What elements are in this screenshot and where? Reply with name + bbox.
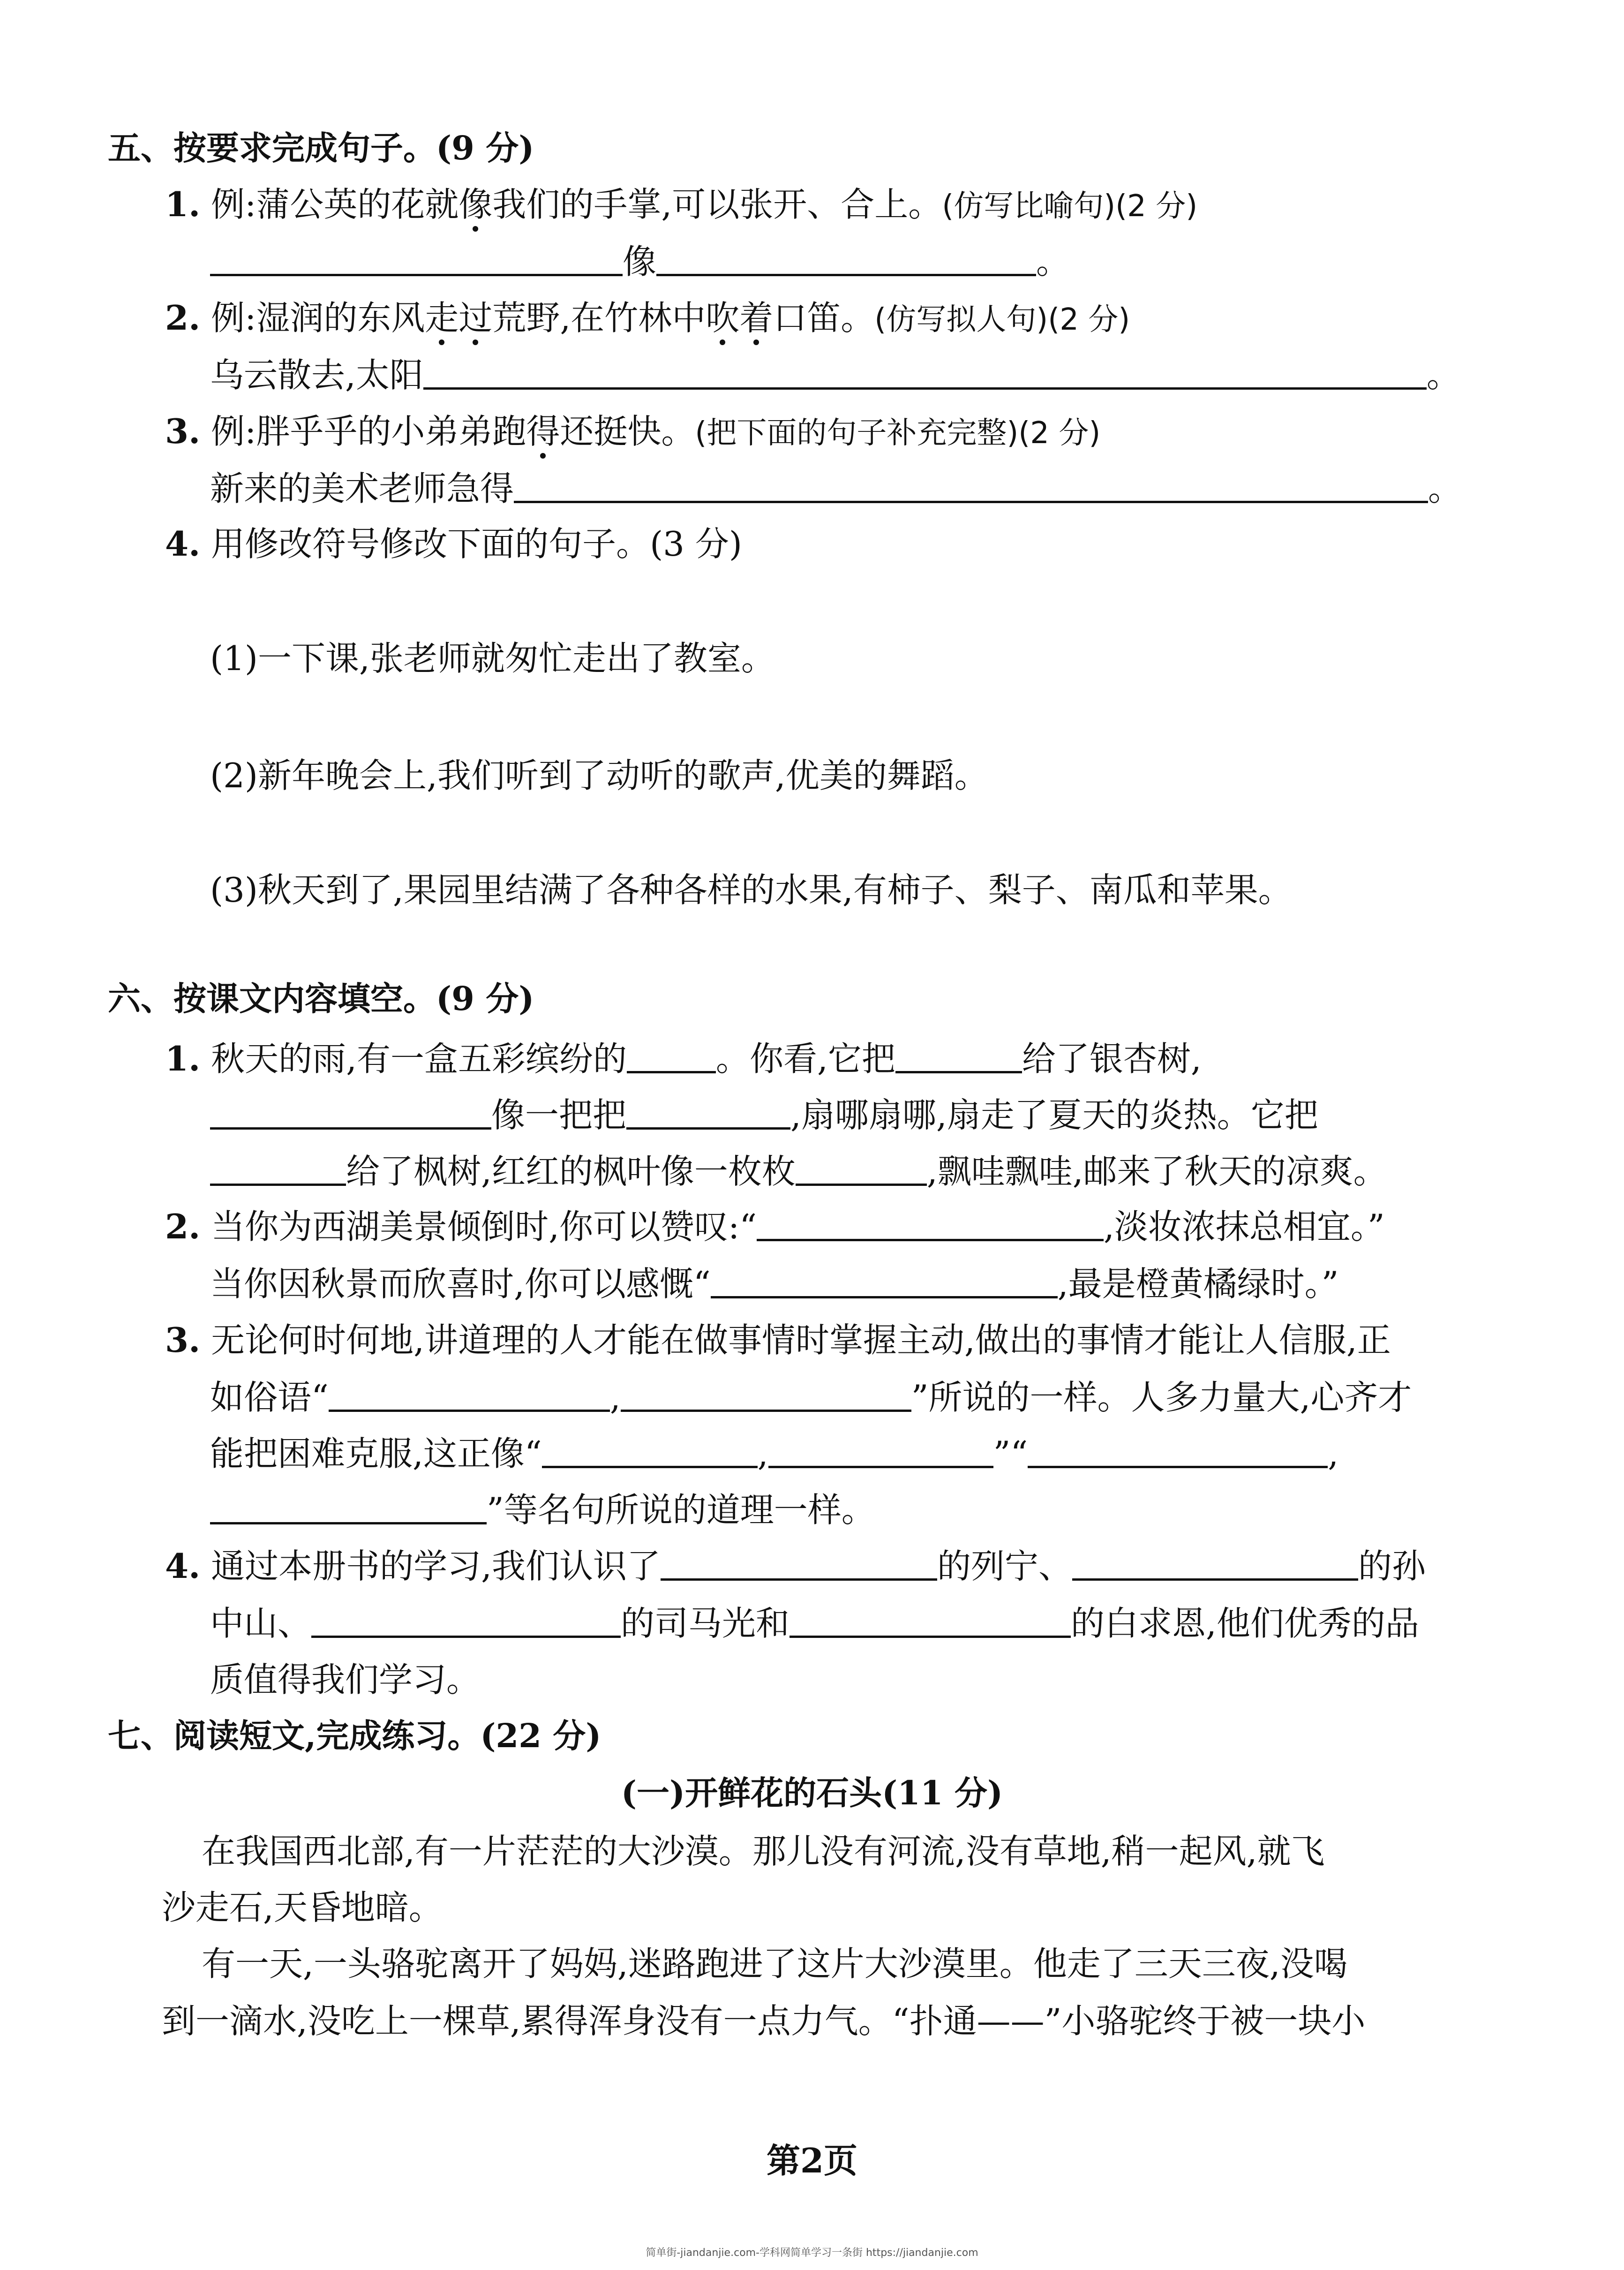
s6-question-1-line-3 bbox=[210, 1149, 1387, 1194]
s6-question-4-line-2 bbox=[210, 1601, 1419, 1646]
answer-blank[interactable] bbox=[757, 1205, 1104, 1241]
question-text: 当你为西湖美景倾倒时,你可以赞叹:“ bbox=[211, 1207, 757, 1246]
answer-blank[interactable] bbox=[210, 1094, 491, 1130]
question-text: 用修改符号修改下面的句子。(3 分) bbox=[211, 524, 742, 564]
question-text: ,最是橙黄橘绿时。” bbox=[1057, 1264, 1339, 1304]
answer-blank[interactable] bbox=[423, 354, 1427, 390]
question-number: 4. bbox=[165, 524, 201, 564]
question-text: 。你看,它把 bbox=[715, 1039, 895, 1078]
example-text-cont: 还挺快。 bbox=[560, 412, 695, 451]
s5-q3-answer-line bbox=[210, 466, 1462, 511]
example-text-end: 口笛。 bbox=[773, 298, 875, 338]
answer-lead: 新来的美术老师急得 bbox=[210, 469, 514, 508]
question-text: 的孙 bbox=[1358, 1546, 1426, 1586]
answer-blank[interactable] bbox=[542, 1432, 758, 1468]
question-text: 通过本册书的学习,我们认识了 bbox=[211, 1546, 661, 1586]
example-text: 例:湿润的东风 bbox=[211, 298, 425, 338]
question-text: ,飘哇飘哇,邮来了秋天的凉爽。 bbox=[926, 1152, 1387, 1191]
s5-q1-answer-line bbox=[210, 239, 1070, 284]
passage-title: (一)开鲜花的石头(11 分) bbox=[621, 1773, 1003, 1812]
passage-paragraph-1-line-2: 沙走石,天昏地暗。 bbox=[162, 1888, 443, 1927]
example-text: 例:蒲公英的花就 bbox=[211, 185, 459, 224]
s6-question-2-line-1 bbox=[165, 1204, 1385, 1249]
question-text: , bbox=[609, 1378, 621, 1417]
question-hint: (仿写比喻句)(2 分) bbox=[942, 189, 1198, 224]
answer-mid-word: 像 bbox=[623, 242, 657, 281]
answer-blank[interactable] bbox=[210, 240, 623, 276]
question-number: 2. bbox=[165, 1207, 201, 1246]
answer-blank[interactable] bbox=[329, 1376, 610, 1412]
section-6-title: 六、按课文内容填空。(9 分) bbox=[108, 979, 534, 1018]
s5-q4-sentence-1: (1)一下课,张老师就匆忙走出了教室。 bbox=[210, 639, 775, 678]
answer-blank[interactable] bbox=[711, 1262, 1058, 1298]
question-text: 给了银杏树, bbox=[1022, 1039, 1202, 1078]
answer-blank[interactable] bbox=[895, 1037, 1022, 1073]
example-text: 例:胖乎乎的小弟弟跑 bbox=[211, 412, 526, 451]
emphasis-char: 得 bbox=[526, 409, 560, 454]
s6-question-2-line-2 bbox=[210, 1261, 1338, 1306]
question-text: ”所说的一样。人多力量大,心齐才 bbox=[911, 1378, 1412, 1417]
answer-blank[interactable] bbox=[621, 1376, 911, 1412]
emphasis-char: 走 bbox=[425, 295, 459, 340]
question-text: 的白求恩,他们优秀的品 bbox=[1071, 1604, 1419, 1643]
line-end: 。 bbox=[1426, 355, 1460, 395]
s6-question-4-line-3: 质值得我们学习。 bbox=[210, 1660, 481, 1699]
s5-question-1 bbox=[165, 182, 1197, 227]
passage-paragraph-1-line-1: 在我国西北部,有一片茫茫的大沙漠。那儿没有河流,没有草地,稍一起风,就飞 bbox=[202, 1832, 1325, 1871]
question-number: 1. bbox=[165, 184, 201, 224]
question-text: 的司马光和 bbox=[621, 1604, 790, 1643]
question-text: , bbox=[757, 1434, 768, 1473]
page-number: 第2页 bbox=[766, 2141, 858, 2180]
question-text: ,淡妆浓抹总相宜。” bbox=[1104, 1207, 1385, 1246]
answer-blank[interactable] bbox=[210, 1150, 346, 1186]
answer-lead: 乌云散去,太阳 bbox=[210, 355, 423, 395]
s5-q2-answer-line bbox=[210, 353, 1460, 398]
answer-blank[interactable] bbox=[1028, 1432, 1328, 1468]
question-hint: (把下面的句子补充完整)(2 分) bbox=[695, 416, 1101, 451]
answer-blank[interactable] bbox=[210, 1488, 487, 1524]
passage-paragraph-2-line-2: 到一滴水,没吃上一棵草,累得浑身没有一点力气。“扑通——”小骆驼终于被一块小 bbox=[162, 2001, 1366, 2041]
question-text: 像一把把 bbox=[491, 1095, 627, 1135]
question-text: 给了枫树,红红的枫叶像一枚枚 bbox=[346, 1152, 796, 1191]
s5-q4-sentence-2: (2)新年晚会上,我们听到了动听的歌声,优美的舞蹈。 bbox=[210, 756, 988, 795]
question-number: 2. bbox=[165, 298, 201, 338]
s6-question-3-line-2 bbox=[210, 1375, 1412, 1420]
question-text: 当你因秋景而欣喜时,你可以感慨“ bbox=[210, 1264, 711, 1304]
emphasis-char: 吹 bbox=[706, 295, 739, 340]
question-text: 无论何时何地,讲道理的人才能在做事情时掌握主动,做出的事情才能让人信服,正 bbox=[211, 1320, 1391, 1360]
emphasis-char: 着 bbox=[739, 295, 773, 340]
answer-blank[interactable] bbox=[627, 1037, 716, 1073]
question-text: , bbox=[1328, 1434, 1339, 1473]
question-text: 能把困难克服,这正像“ bbox=[210, 1434, 542, 1473]
example-text-cont: 荒野,在竹林中 bbox=[492, 298, 706, 338]
section-7-title: 七、阅读短文,完成练习。(22 分) bbox=[108, 1716, 601, 1755]
example-text-cont: 我们的手掌,可以张开、合上。 bbox=[492, 185, 942, 224]
answer-blank[interactable] bbox=[514, 467, 1428, 503]
question-text: 秋天的雨,有一盒五彩缤纷的 bbox=[211, 1039, 627, 1078]
answer-blank[interactable] bbox=[661, 1545, 937, 1581]
answer-blank[interactable] bbox=[656, 240, 1036, 276]
answer-blank[interactable] bbox=[1072, 1545, 1358, 1581]
answer-blank[interactable] bbox=[768, 1432, 993, 1468]
s6-question-4-line-1 bbox=[165, 1544, 1426, 1589]
s5-question-4 bbox=[165, 521, 742, 566]
answer-blank[interactable] bbox=[789, 1602, 1071, 1638]
question-text: ”“ bbox=[993, 1434, 1028, 1473]
s5-q4-sentence-3: (3)秋天到了,果园里结满了各种各样的水果,有柿子、梨子、南瓜和苹果。 bbox=[210, 870, 1292, 910]
emphasis-char: 过 bbox=[459, 295, 492, 340]
s6-question-1-line-2 bbox=[210, 1093, 1318, 1138]
answer-blank[interactable] bbox=[626, 1094, 790, 1130]
question-text: 的列宁、 bbox=[937, 1546, 1072, 1586]
line-end: 。 bbox=[1428, 469, 1462, 508]
line-end: 。 bbox=[1036, 242, 1070, 281]
question-number: 3. bbox=[165, 411, 201, 451]
emphasis-char: 像 bbox=[459, 182, 492, 227]
question-text: ”等名句所说的道理一样。 bbox=[487, 1490, 875, 1530]
s5-question-3 bbox=[165, 409, 1100, 454]
question-number: 1. bbox=[165, 1039, 201, 1078]
question-hint: (仿写拟人句)(2 分) bbox=[874, 302, 1130, 337]
s6-question-3-line-3 bbox=[210, 1431, 1338, 1476]
section-5-title: 五、按要求完成句子。(9 分) bbox=[108, 128, 534, 167]
question-text: ,扇哪扇哪,扇走了夏天的炎热。它把 bbox=[790, 1095, 1318, 1135]
watermark-text: 简单街-jiandanjie.com-学科网简单学习一条街 https://jiandanjie.com bbox=[646, 2247, 978, 2259]
question-text: 如俗语“ bbox=[210, 1378, 329, 1417]
question-number: 3. bbox=[165, 1320, 201, 1360]
s6-question-3-line-4 bbox=[210, 1487, 875, 1532]
s6-question-3-line-1 bbox=[165, 1318, 1391, 1363]
s6-question-1-line-1 bbox=[165, 1036, 1202, 1081]
answer-blank[interactable] bbox=[796, 1150, 927, 1186]
s5-question-2 bbox=[165, 295, 1130, 340]
question-text: 中山、 bbox=[210, 1604, 312, 1643]
question-number: 4. bbox=[165, 1546, 201, 1586]
passage-paragraph-2-line-1: 有一天,一头骆驼离开了妈妈,迷路跑进了这片大沙漠里。他走了三天三夜,没喝 bbox=[202, 1944, 1348, 1983]
answer-blank[interactable] bbox=[311, 1602, 621, 1638]
